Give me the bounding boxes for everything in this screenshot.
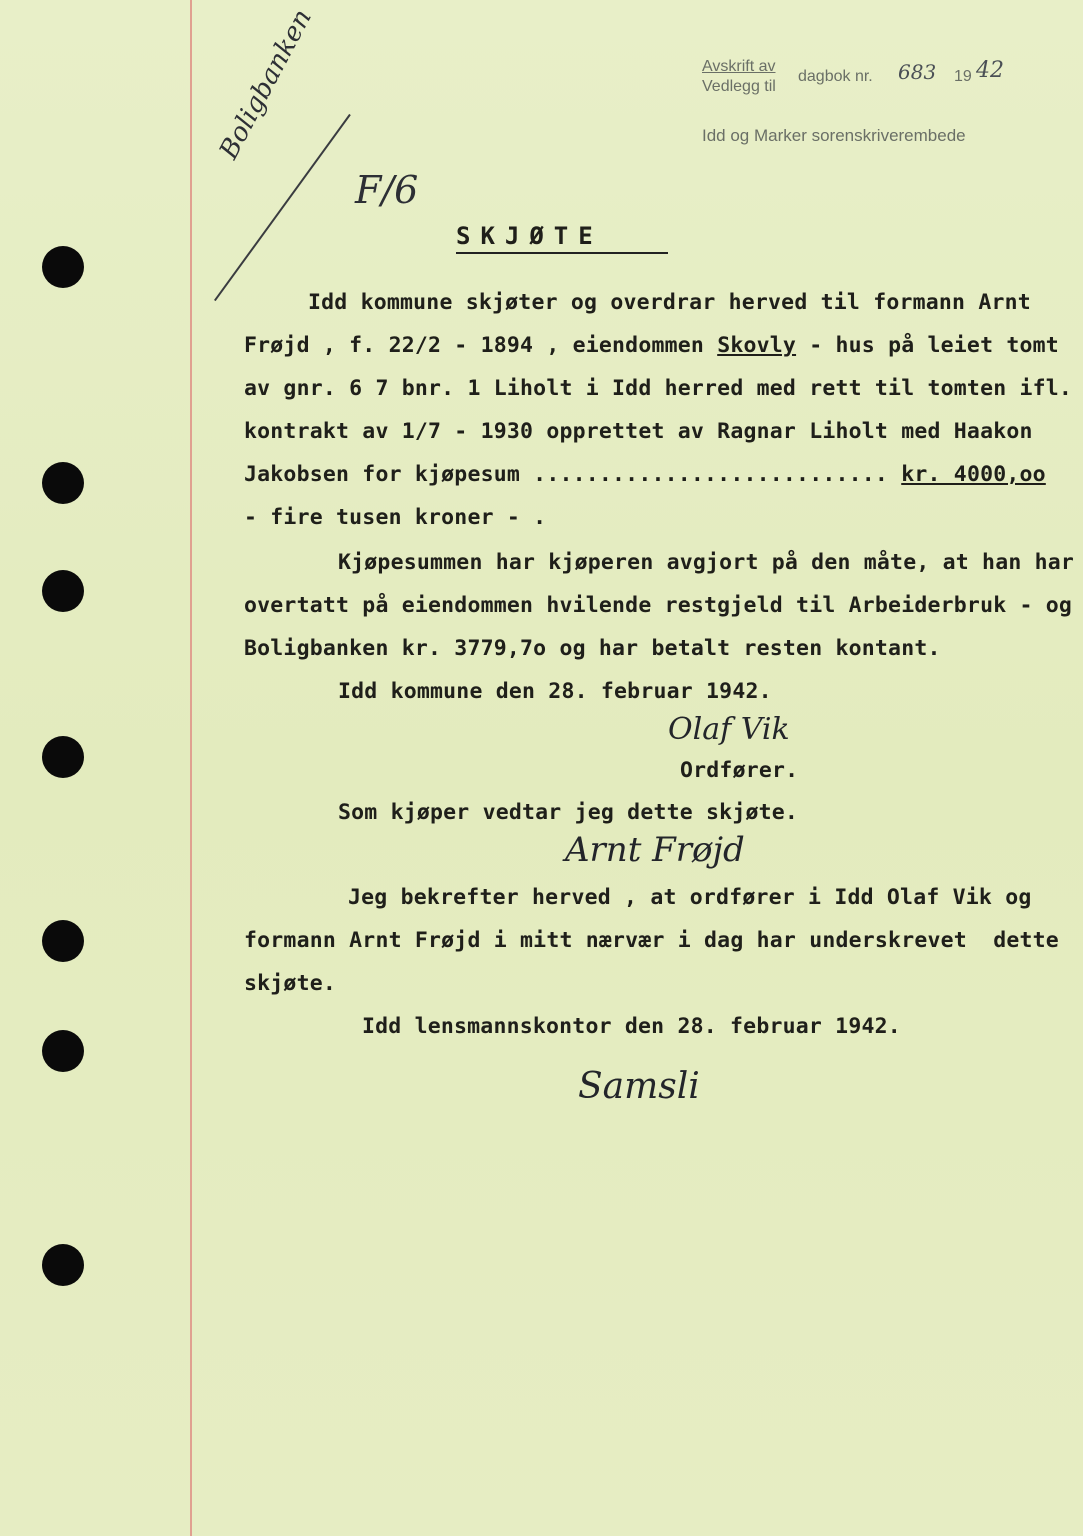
punch-hole [42, 1030, 84, 1072]
date-line: Idd kommune den 28. februar 1942. [338, 679, 772, 704]
buyer-signature: Arnt Frøjd [565, 830, 745, 870]
body-line: overtatt på eiendommen hvilende restgjeld til Arbeiderbruk - og [244, 593, 1073, 618]
date-line: Idd lensmannskontor den 28. februar 1942. [362, 1014, 901, 1039]
punch-hole [42, 736, 84, 778]
document-title: SKJØTE [456, 222, 603, 250]
title-underline [456, 252, 668, 254]
body-line: Jeg bekrefter herved , at ordfører i Idd Olaf Vik og [348, 885, 1032, 910]
body-line: av gnr. 6 7 bnr. 1 Liholt i Idd herred med rett til tomten ifl. [244, 376, 1073, 401]
punch-hole [42, 1244, 84, 1286]
body-line [244, 462, 1046, 487]
stamp-office: Idd og Marker sorenskriverembede [702, 126, 966, 145]
stamp-line-1: Avskrift av [702, 58, 776, 75]
margin-rule [190, 0, 192, 1536]
stamp-year-suffix: 42 [976, 58, 1004, 83]
text-segment: Frøjd , f. 22/2 - 1894 , eiendommen [244, 333, 718, 358]
margin-note: Boligbanken [214, 4, 318, 165]
body-line: Idd kommune skjøter og overdrar herved til formann Arnt [308, 290, 1031, 315]
body-line: Boligbanken kr. 3779,7o og har betalt resten kontant. [244, 636, 941, 661]
body-line: skjøte. [244, 971, 337, 996]
stamp-dagbok: dagbok nr. [798, 68, 873, 85]
property-name: Skovly [717, 333, 797, 358]
role-line: Ordfører. [680, 758, 799, 783]
stamp-year-prefix: 19 [954, 68, 972, 85]
body-line: Kjøpesummen har kjøperen avgjort på den måte, at han har [338, 550, 1075, 575]
punch-hole [42, 246, 84, 288]
sheriff-signature: Samsli [578, 1066, 700, 1107]
body-line [244, 333, 1059, 358]
text-segment: - hus på leiet tomt [796, 333, 1059, 358]
stamp-line-2: Vedlegg til [702, 78, 776, 95]
body-line: - fire tusen kroner - . [244, 505, 547, 530]
stamp-number: 683 [898, 60, 937, 84]
punch-hole [42, 920, 84, 962]
mayor-signature: Olaf Vik [668, 712, 790, 747]
registry-stamp [702, 58, 1062, 148]
reference-mark: F/6 [355, 168, 419, 212]
purchase-amount: kr. 4000,oo [901, 462, 1046, 487]
text-segment: Jakobsen for kjøpesum ........................... [244, 462, 889, 487]
body-line: formann Arnt Frøjd i mitt nærvær i dag har underskrevet dette [244, 928, 1059, 953]
punch-hole [42, 462, 84, 504]
punch-hole [42, 570, 84, 612]
buyer-line: Som kjøper vedtar jeg dette skjøte. [338, 800, 799, 825]
body-line: kontrakt av 1/7 - 1930 opprettet av Ragnar Liholt med Haakon [244, 419, 1033, 444]
